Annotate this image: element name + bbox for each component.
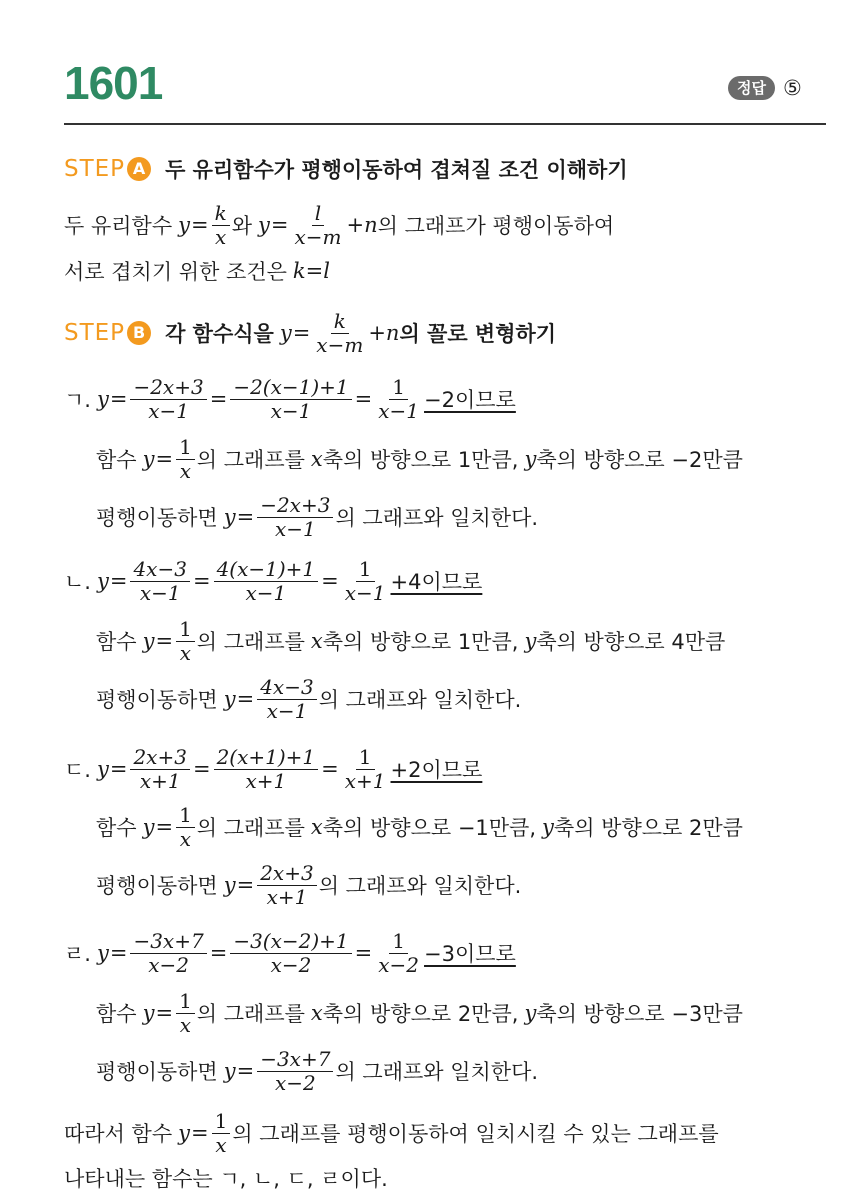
frac-num: 2x+3 [257,862,317,886]
item-shift-line [96,804,743,850]
math-plus-n: +n [368,321,400,345]
math-eq: = [155,629,174,653]
text: 의 그래프와 일치한다. [318,874,522,898]
math-eq: = [270,213,289,237]
item-equation-line [64,746,482,792]
fraction-original [130,930,206,977]
fraction-rewritten [214,558,319,605]
frac-num: 1 [356,558,375,582]
math-eq: = [192,569,211,593]
step-b-label: STEP [64,320,126,346]
frac-num: l [312,202,324,226]
item-marker: ㄹ. [64,942,91,966]
item-marker: ㄷ. [64,758,91,782]
fraction-base [176,618,195,665]
fraction-base [212,1110,231,1157]
math-y: y [279,321,292,345]
text: 축의 방향으로 2만큼, [322,1002,519,1026]
frac-den: x−1 [274,516,316,541]
step-a-line-1 [64,202,614,248]
fraction-base [176,804,195,851]
step-b-title-prefix: 각 함수식을 [165,322,274,346]
item-conclusion-line [96,494,538,540]
frac-den: x [179,826,192,851]
item-equation-line [64,558,482,604]
math-eq: = [109,941,128,965]
math-y: y [96,387,109,411]
text: 함수 [96,816,137,840]
text: 평행이동하면 [96,1060,218,1084]
frac-den: x−2 [274,1070,316,1095]
frac-num: 1 [176,990,195,1014]
item-conclusion-line [96,1048,538,1094]
math-eq: = [321,569,339,593]
text: 함수 [96,1002,137,1026]
frac-num: −3(x−2)+1 [230,930,351,954]
frac-den: x [215,1132,227,1157]
item-tail: −3이므로 [424,942,516,966]
frac-den: x+1 [139,768,181,793]
problem-number: 1601 [64,57,163,109]
answer-value: ⑤ [782,75,802,100]
math-y: y [178,213,190,237]
math-y: y [524,1001,537,1025]
item-equation-line [64,930,516,976]
math-eq: = [155,447,174,471]
math-y: y [96,941,109,965]
frac-den: x [179,1012,192,1037]
text: 축의 방향으로 1만큼, [322,448,519,472]
math-eq: = [192,757,211,781]
fraction-original [130,746,190,793]
frac-den: x+1 [344,768,386,793]
fraction-original [130,558,190,605]
text: 의 그래프와 일치한다. [335,1060,539,1084]
text: 나타내는 함수는 ㄱ, ㄴ, ㄷ, ㄹ이다. [64,1167,388,1191]
item-shift-line [96,436,743,482]
fraction-reduced [342,558,389,605]
math-y: y [178,1121,190,1145]
fraction-original [257,862,317,909]
text: 의 그래프와 일치한다. [318,688,522,712]
frac-den: x−2 [270,952,312,977]
math-eq: = [354,941,373,965]
frac-den: x [179,640,192,665]
math-eq: = [321,757,339,781]
step-a-letter-icon: A [127,157,151,181]
frac-den: x−1 [270,398,312,423]
text: 의 그래프가 평행이동하여 [377,214,615,238]
math-eq: = [236,687,255,711]
item-shift-line [96,618,725,664]
step-b-heading [64,310,556,356]
math-x: x [310,1001,323,1025]
frac-num: 1 [176,436,195,460]
math-y: y [524,629,537,653]
text: 의 그래프와 일치한다. [335,506,539,530]
math-y: y [258,213,270,237]
math-y: y [524,447,537,471]
text: 의 그래프를 [196,1002,305,1026]
step-a-line-2 [64,248,330,294]
fraction-original [257,1048,333,1095]
frac-den: x [215,224,227,249]
step-b-title-suffix: 의 꼴로 변형하기 [399,322,557,346]
frac-num: 4x−3 [257,676,317,700]
text: 축의 방향으로 2만큼 [553,816,743,840]
math-y: y [223,687,236,711]
text: 의 그래프를 평행이동하여 일치시킬 수 있는 그래프를 [232,1122,719,1146]
frac-num: 1 [389,930,408,954]
text: 축의 방향으로 −3만큼 [536,1002,743,1026]
item-tail: +2이므로 [390,758,483,782]
header-divider [64,123,826,125]
math-eq: = [236,873,255,897]
frac-num: k [212,202,230,226]
frac-num: 4x−3 [130,558,190,582]
fraction-original [257,494,333,541]
math-eq: = [155,815,174,839]
math-y: y [142,629,155,653]
text: 축의 방향으로 −1만큼, [322,816,537,840]
step-a-title: 두 유리함수가 평행이동하여 겹쳐질 조건 이해하기 [165,158,628,182]
text: 의 그래프를 [196,448,305,472]
text: 평행이동하면 [96,688,218,712]
math-eq: = [209,941,228,965]
item-marker: ㄱ. [64,388,91,412]
conclusion-line-1 [64,1110,719,1156]
fraction-reduced [375,930,422,977]
math-x: x [310,447,323,471]
frac-den: x−1 [139,580,181,605]
answer-badge: 정답 [728,76,775,100]
item-conclusion-line [96,862,521,908]
text: 함수 [96,630,137,654]
text: 따라서 함수 [64,1122,173,1146]
text: 평행이동하면 [96,506,218,530]
math-eq: = [190,213,209,237]
fraction-rewritten [230,930,351,977]
item-marker: ㄴ. [64,570,91,594]
fraction-rewritten [214,746,319,793]
frac-den: x+1 [266,884,308,909]
math-y: y [142,1001,155,1025]
fraction-rewritten [230,376,351,423]
frac-num: 1 [389,376,408,400]
frac-num: 1 [356,746,375,770]
text: 평행이동하면 [96,874,218,898]
math-y: y [96,569,109,593]
frac-num: k [331,310,349,334]
text: 와 [231,214,253,238]
frac-num: 1 [212,1110,231,1134]
math-plus-n: +n [346,213,378,237]
fraction-l-over-x-m [292,202,345,249]
fraction-reduced [342,746,389,793]
frac-num: −3x+7 [130,930,206,954]
math-x: x [310,815,323,839]
frac-den: x−1 [344,580,386,605]
frac-den: x−m [294,224,342,249]
fraction-original [257,676,317,723]
frac-num: −3x+7 [257,1048,333,1072]
frac-den: x [179,458,192,483]
math-eq: = [109,387,128,411]
text: 두 유리함수 [64,214,173,238]
text: 의 그래프를 [196,816,305,840]
math-y: y [223,505,236,529]
step-a-label: STEP [64,156,126,182]
frac-den: x−2 [148,952,189,977]
frac-num: −2(x−1)+1 [230,376,351,400]
frac-num: 2x+3 [130,746,190,770]
text: 함수 [96,448,137,472]
math-eq: = [292,321,311,345]
frac-num: 1 [176,804,195,828]
text: 의 그래프를 [196,630,305,654]
text: 축의 방향으로 1만큼, [322,630,519,654]
fraction-k-over-x-m [313,310,366,357]
step-a-heading [64,146,628,192]
text: 축의 방향으로 4만큼 [536,630,726,654]
math-y: y [142,447,155,471]
math-eq: = [236,505,255,529]
frac-num: 1 [176,618,195,642]
item-equation-line [64,376,516,422]
math-eq: = [109,757,128,781]
fraction-original [130,376,206,423]
math-y: y [96,757,109,781]
math-condition: k=l [292,259,330,283]
answer-area [728,76,802,100]
conclusion-line-2 [64,1155,388,1201]
frac-den: x−1 [266,698,308,723]
fraction-base [176,436,195,483]
math-y: y [223,873,236,897]
fraction-k-over-x [212,202,230,249]
frac-den: x+1 [245,768,287,793]
math-y: y [542,815,554,839]
math-eq: = [236,1059,255,1083]
item-tail: +4이므로 [390,570,483,594]
frac-den: x−2 [378,952,420,977]
frac-den: x−1 [378,398,420,423]
fraction-base [176,990,195,1037]
frac-den: x−1 [245,580,287,605]
frac-den: x−1 [148,398,189,423]
math-eq: = [209,387,228,411]
item-shift-line [96,990,743,1036]
text: 축의 방향으로 −2만큼 [536,448,743,472]
item-conclusion-line [96,676,521,722]
math-eq: = [190,1121,209,1145]
math-y: y [223,1059,236,1083]
frac-num: 4(x−1)+1 [214,558,319,582]
frac-den: x−m [316,332,364,357]
frac-num: 2(x+1)+1 [214,746,319,770]
math-x: x [310,629,323,653]
math-eq: = [109,569,128,593]
math-y: y [142,815,155,839]
item-tail: −2이므로 [424,388,516,412]
frac-num: −2x+3 [130,376,206,400]
math-eq: = [155,1001,174,1025]
math-eq: = [354,387,373,411]
fraction-reduced [375,376,422,423]
frac-num: −2x+3 [257,494,333,518]
text: 서로 겹치기 위한 조건은 [64,260,287,284]
step-b-letter-icon: B [127,321,151,345]
